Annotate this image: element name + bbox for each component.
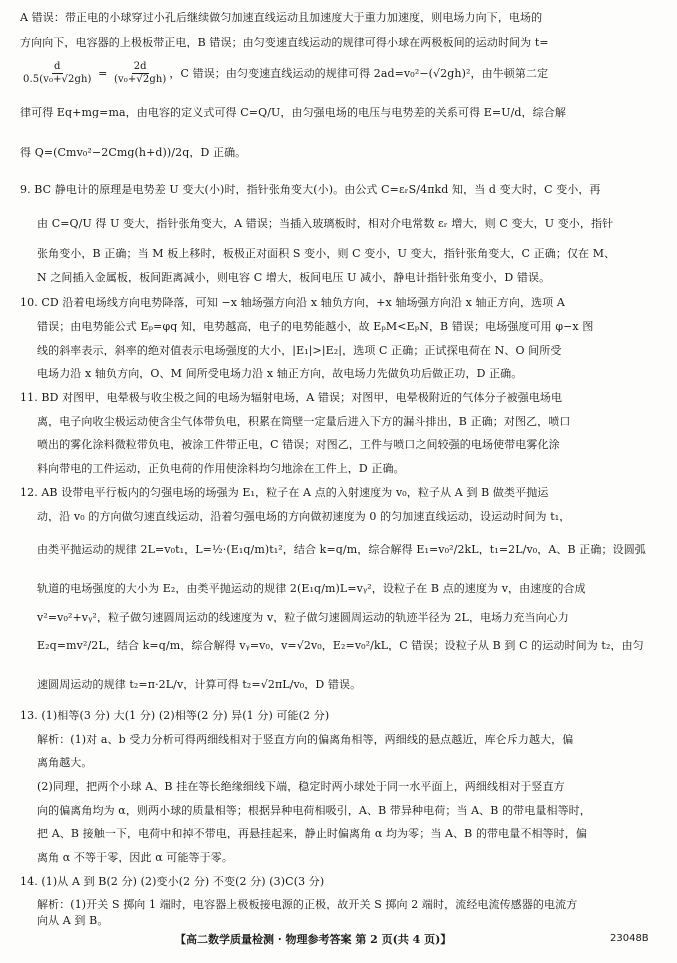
q11-line: 11. BD 对图甲，电晕极与收尘极之间的电场为辐射电场，A 错误；对图甲，电晕极附近的气体分子被强电场电 <box>20 392 563 403</box>
text-line: 料向带电的工件运动，正负电荷的作用使涂料均匀地涂在工件上，D 正确。 <box>37 463 405 474</box>
q14-line: 14. (1)从 A 到 B(2 分) (2)变小(2 分) 不变(2 分) (3)C(3 分) <box>20 876 325 887</box>
text-line: 向从 A 到 B。 <box>37 915 109 926</box>
text-line: 速圆周运动的规律 t₂=π·2L/v，计算可得 t₂=√2πL/v₀，D 错误。 <box>37 679 362 690</box>
text-line: 轨道的电场强度的大小为 E₂，由类平抛运动的规律 2(E₁q/m)L=vᵧ²，设粒子在 B 点的速度为 v，由速度的合成 <box>37 583 586 594</box>
q9-line: 9. BC 静电计的原理是电势差 U 变大(小)时，指针张角变大(小)。由公式 C=εᵣS/4πkd 知，当 d 变大时，C 变小，再 <box>20 184 601 195</box>
text-line: 电场力沿 x 轴负方向，O、M 间所受电场力沿 x 轴正方向，故电场力先做负功后做正功，D 正确。 <box>37 368 523 379</box>
time-fraction-b: $\frac{2d}{\text{(v₀+√2gh)}}$ <box>114 60 167 85</box>
text-line: 解析：(1)开关 S 掷向 1 端时，电容器上极板接电源的正极，故开关 S 掷向 2 端时，流经电流传感器的电流方 <box>37 899 578 910</box>
q13-line: 13. (1)相等(3 分) 大(1 分) (2)相等(2 分) 异(1 分) 可能(2 分) <box>20 710 330 721</box>
text-line: ，C 错误；由匀变速直线运动的规律可得 2ad=v₀²−(√2gh)²，由牛顿第二定 <box>169 66 549 80</box>
q10-line: 10. CD 沿着电场线方向电势降落，可知 −x 轴场强方向沿 x 轴负方向，+x 轴场强方向沿 x 轴正方向，选项 A <box>20 297 565 308</box>
text-line: 解析：(1)对 a、b 受力分析可得两细线相对于竖直方向的偏离角相等，两细线的悬点越近，库仑斥力越大，偏 <box>37 734 574 745</box>
text-line: v²=v₀²+vᵧ²，粒子做匀速圆周运动的线速度为 v，粒子做匀速圆周运动的轨迹半径为 2L，电场力充当向心力 <box>37 612 569 623</box>
text-line: 喷出的雾化涂料微粒带负电，被涂工件带正电，C 错误；对图乙，工件与喷口之间较强的电场使带电雾化涂 <box>37 439 560 450</box>
text-line: A 错误：带正电的小球穿过小孔后继续做匀加速直线运动且加速度大于重力加速度，则电场力向下，电场的 <box>20 12 543 23</box>
text-line: 得 Q=(Cmv₀²−2Cmg(h+d))/2q，D 正确。 <box>20 147 247 158</box>
text-line: 向的偏离角均为 α，则两小球的质量相等；根据异种电荷相吸引，A、B 带异种电荷；当 A、B 的带电量相等时， <box>37 805 591 816</box>
text-line: E₂q=mv²/2L，结合 k=q/m，综合解得 vᵧ=v₀，v=√2v₀，E₂=v₀²/kL，C 错误；设粒子从 B 到 C 的运动时间为 t₂，由匀 <box>37 640 644 651</box>
text-line: 方向向下，电容器的上极板带正电，B 错误；由匀变速直线运动的规律可得小球在两极板间的运动时间为 t= <box>20 37 549 48</box>
footer-title: 【高二数学质量检测 · 物理参考答案 第 2 页(共 4 页)】 <box>175 933 452 946</box>
text-line: 线的斜率表示，斜率的绝对值表示电场强度的大小，|E₁|>|E₂|，选项 C 正确；正试探电荷在 N、O 间所受 <box>37 345 562 356</box>
time-fraction-a: $\frac{d}{\text{0.5(v₀+√2gh)}}$ <box>23 60 92 85</box>
text-line: 离，电子向收尘极运动使含尘气体带负电，积累在筒壁一定量后进入下方的漏斗排出，B 正确；对图乙，喷口 <box>37 416 571 427</box>
text-line: N 之间插入金属板，板间距离减小，则电容 C 增大，板间电压 U 减小，静电计指针张角变小，D 错误。 <box>37 272 551 283</box>
text-line: 离角越大。 <box>37 757 93 768</box>
text-line: 动，沿 v₀ 的方向做匀速直线运动，沿着匀强电场的方向做初速度为 0 的匀加速直线运动，设运动时间为 t₁， <box>37 511 571 522</box>
text-line: 张角变小，B 正确；当 M 板上移时，板极正对面积 S 变小，则 C 变小，U 变大，指针张角变大，C 正确；仅在 M、 <box>37 248 616 259</box>
footer-code: 23048B <box>610 933 649 944</box>
formula-line: $\frac{d}{\text{0.5(v₀+√2gh)}}$ = $\frac{2d}{\text{(v₀+√2gh)}}$ ，C 错误；由匀变速直线运动的规律可得 2ad=v₀²−(√2gh)²，由牛顿第二定 <box>23 60 549 85</box>
text-line: (2)同理，把两个小球 A、B 挂在等长绝缘细线下端，稳定时两小球处于同一水平面上，两细线相对于竖直方 <box>37 781 565 792</box>
text-line: 由 C=Q/U 得 U 变大，指针张角变大，A 错误；当插入玻璃板时，相对介电常数 εᵣ 增大，则 C 变大，U 变小，指针 <box>37 218 614 229</box>
text-line: 把 A、B 接触一下，电荷中和掉不带电，再悬挂起来，静止时偏离角 α 均为零；当 A、B 的带电量不相等时，偏 <box>37 828 587 839</box>
text-line: 离角 α 不等于零，因此 α 可能等于零。 <box>37 852 233 863</box>
text-line: 律可得 Eq+mg=ma，由电容的定义式可得 C=Q/U，由匀强电场的电压与电势差的关系可得 E=U/d，综合解 <box>20 107 566 118</box>
q12-line: 12. AB 设带电平行板内的匀强电场的场强为 E₁，粒子在 A 点的入射速度为 v₀，粒子从 A 到 B 做类平抛运 <box>20 487 549 498</box>
text-line: 由类平抛运动的规律 2L=v₀t₁，L=½·(E₁q/m)t₁²，结合 k=q/m，综合解得 E₁=v₀²/2kL，t₁=2L/v₀，A、B 正确；设圆弧 <box>37 544 646 555</box>
text-line: 错误；由电势能公式 Eₚ=φq 知，电势越高，电子的电势能越小，故 EₚM<EₚN，B 错误；电场强度可用 φ−x 图 <box>37 321 594 332</box>
